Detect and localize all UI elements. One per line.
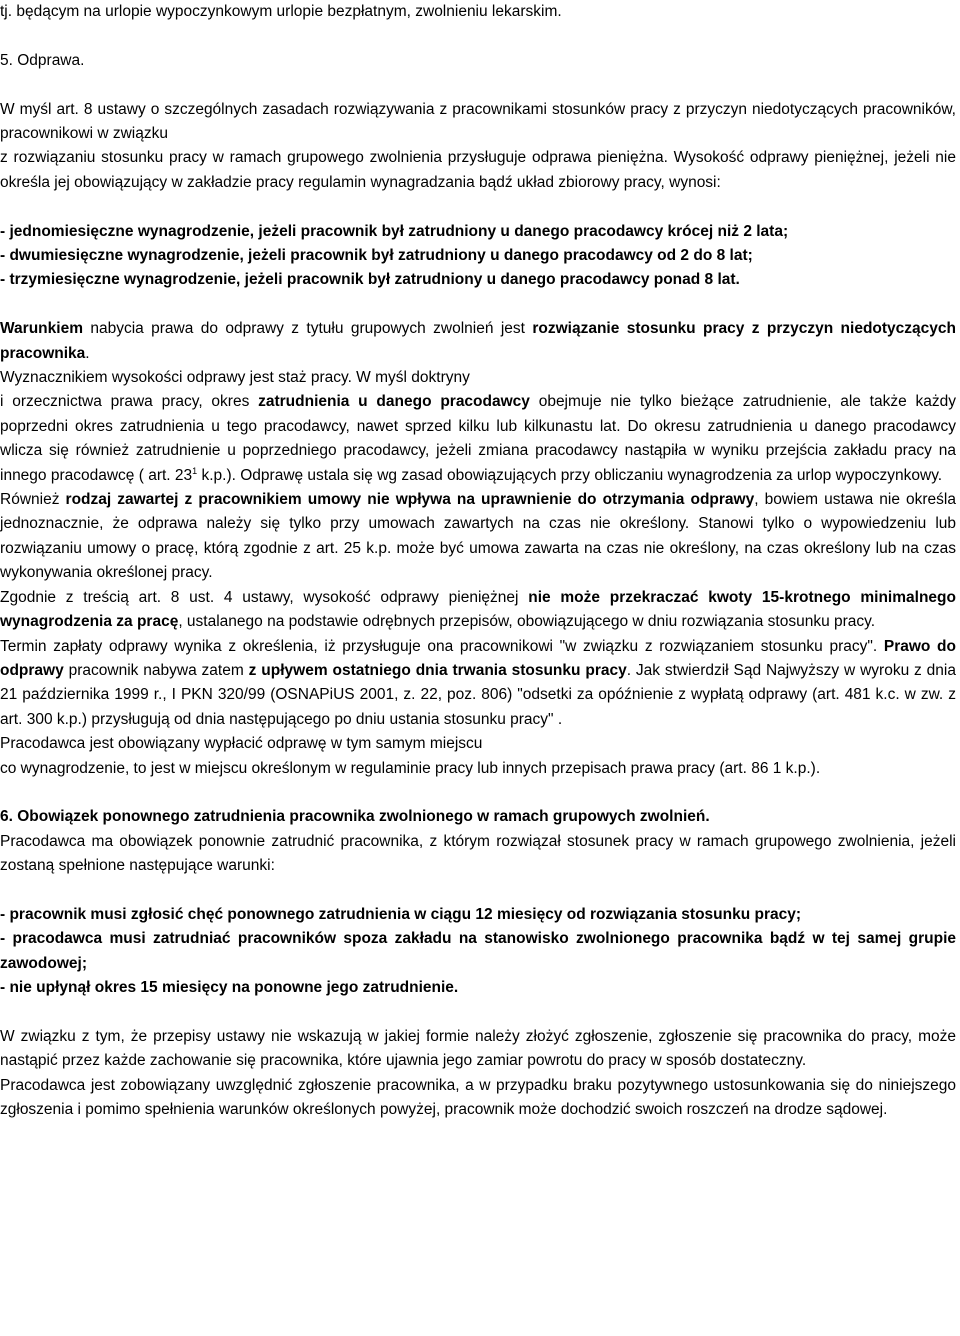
rehire-obligation-paragraph: Pracodawca ma obowiązek ponownie zatrudnić pracownika, z którym rozwiązał stosunek pracy w ramach grupowego zwolnienia, jeżeli zostaną spełnione następujące warunki: <box>0 832 956 875</box>
payment-place-paragraph: Pracodawca jest obowiązany wypłacić odprawę w tym samym miejscu <box>0 735 483 753</box>
payment-place-continued: co wynagrodzenie, to jest w miejscu określonym w regulaminie pracy lub innych przepisach prawa pracy (art. 86 1 k.p.). <box>0 759 821 777</box>
list-item: - nie upłynął okres 15 miesięcy na ponowne jego zatrudnienie. <box>0 979 459 997</box>
section-5-heading: 5. Odprawa. <box>0 51 85 69</box>
payment-date-paragraph: Termin zapłaty odprawy wynika z określenia, iż przysługuje ona pracownikowi "w związku z rozwiązaniem stosunku pracy". Prawo do odprawy pracownik nabywa zatem z upływem ostatniego dnia trwania stosunku pracy. Jak stwierdził Sąd Najwyższy w wyroku z dnia 21 października 1999 r., I PKN 320/99 (OSNAPiUS 2001, z. 22, poz. 806) "odsetki za opóźnienie z wypłatą odprawy (art. 481 k.c. w zw. z art. 300 k.p.) przysługują od dnia następującego po dniu ustania stosunku pracy" . <box>0 637 956 728</box>
list-item: - dwumiesięczne wynagrodzenie, jeżeli pracownik był zatrudniony u danego pracodawcy od 2 do 8 lat; <box>0 247 753 265</box>
list-item: - trzymiesięczne wynagrodzenie, jeżeli pracownik był zatrudniony u danego pracodawcy ponad 8 lat. <box>0 271 740 289</box>
condition-paragraph: Warunkiem nabycia prawa do odprawy z tytułu grupowych zwolnień jest rozwiązanie stosunku pracy z przyczyn niedotyczących pracownika. <box>0 320 956 362</box>
section-6-heading: 6. Obowiązek ponownego zatrudnienia pracownika zwolnionego w ramach grupowych zwolnień. <box>0 808 710 826</box>
severance-intro-paragraph: W myśl art. 8 ustawy o szczególnych zasadach rozwiązywania z pracownikami stosunków pracy z przyczyn niedotyczących pracowników, pracownikowi w związku z rozwiązaniu stosunku pracy w ramach grupowego zwolnienia przysługuje odprawa pieniężna. Wysokość odprawy pieniężnej, jeżeli nie określa jej obowiązujący w zakładzie pracy regulamin wynagradzania bądź układ zbiorowy pracy, wynosi: <box>0 100 956 191</box>
seniority-paragraph: Wyznacznikiem wysokości odprawy jest staż pracy. W myśl doktryny <box>0 369 470 387</box>
severance-amount-list <box>0 220 956 293</box>
notification-form-paragraph: W związku z tym, że przepisy ustawy nie wskazują w jakiej formie należy złożyć zgłoszenie, zgłoszenie się pracownika do pracy, może nastąpić przez każde zachowanie się pracownika, które ujawnia jego zamiar powrotu do pracy w sposób dostateczny. <box>0 1027 956 1070</box>
contract-type-paragraph: Również rodzaj zawartej z pracownikiem umowy nie wpływa na uprawnienie do otrzymania odprawy, bowiem ustawa nie określa jednoznacznie, że odprawa należy się tylko przy umowach zawartych na czas nie określony. Stanowi tylko o wypowiedzeniu lub rozwiązaniu umowy o pracę, którą zgodnie z art. 25 k.p. może być umowa zawarta na czas nie określony, na czas określony lub na czas wykonywania określonej pracy. <box>0 491 956 582</box>
list-item: - pracodawca musi zatrudniać pracowników spoza zakładu na stanowisko zwolnionego pracownika bądź w tej samej grupie zawodowej; <box>0 930 956 972</box>
max-amount-paragraph: Zgodnie z treścią art. 8 ust. 4 ustawy, wysokość odprawy pieniężnej nie może przekraczać kwoty 15-krotnego minimalnego wynagrodzenia za pracę, ustalanego na podstawie odrębnych przepisów, obowiązującego w dniu rozwiązania stosunku pracy. <box>0 588 956 631</box>
rehire-conditions-list <box>0 903 956 1001</box>
court-claim-paragraph: Pracodawca jest zobowiązany uwzględnić zgłoszenie pracownika, a w przypadku braku pozytywnego ustosunkowania się do niniejszego zgłoszenia i pomimo spełnienia warunków określonych powyżej, pracownik może dochodzić swoich roszczeń na drodze sądowej. <box>0 1076 956 1119</box>
list-item: - pracownik musi zgłosić chęć ponownego zatrudnienia w ciągu 12 miesięcy od rozwiązania stosunku pracy; <box>0 905 802 923</box>
employment-period-paragraph: i orzecznictwa prawa pracy, okres zatrudnienia u danego pracodawcy obejmuje nie tylko bieżące zatrudnienie, ale także każdy poprzedni okres zatrudnienia u tego pracodawcy, nawet sprzed kilku lub kilkunastu lat. Do okresu zatrudnienia u danego pracodawcy wlicza się również zatrudnienie u poprzedniego pracodawcy, jeżeli zmiana pracodawcy nastąpiła w wyniku przejścia zakładu pracy na innego pracodawcę ( art. $23^1$ k.p.). Odprawę ustala się wg zasad obowiązujących przy obliczaniu wynagrodzenia za urlop wypoczynkowy. <box>0 393 957 484</box>
intro-line: tj. będącym na urlopie wypoczynkowym urlopie bezpłatnym, zwolnieniu lekarskim. <box>0 3 562 20</box>
list-item: - jednomiesięczne wynagrodzenie, jeżeli pracownik był zatrudniony u danego pracodawcy krócej niż 2 lata; <box>0 222 789 240</box>
